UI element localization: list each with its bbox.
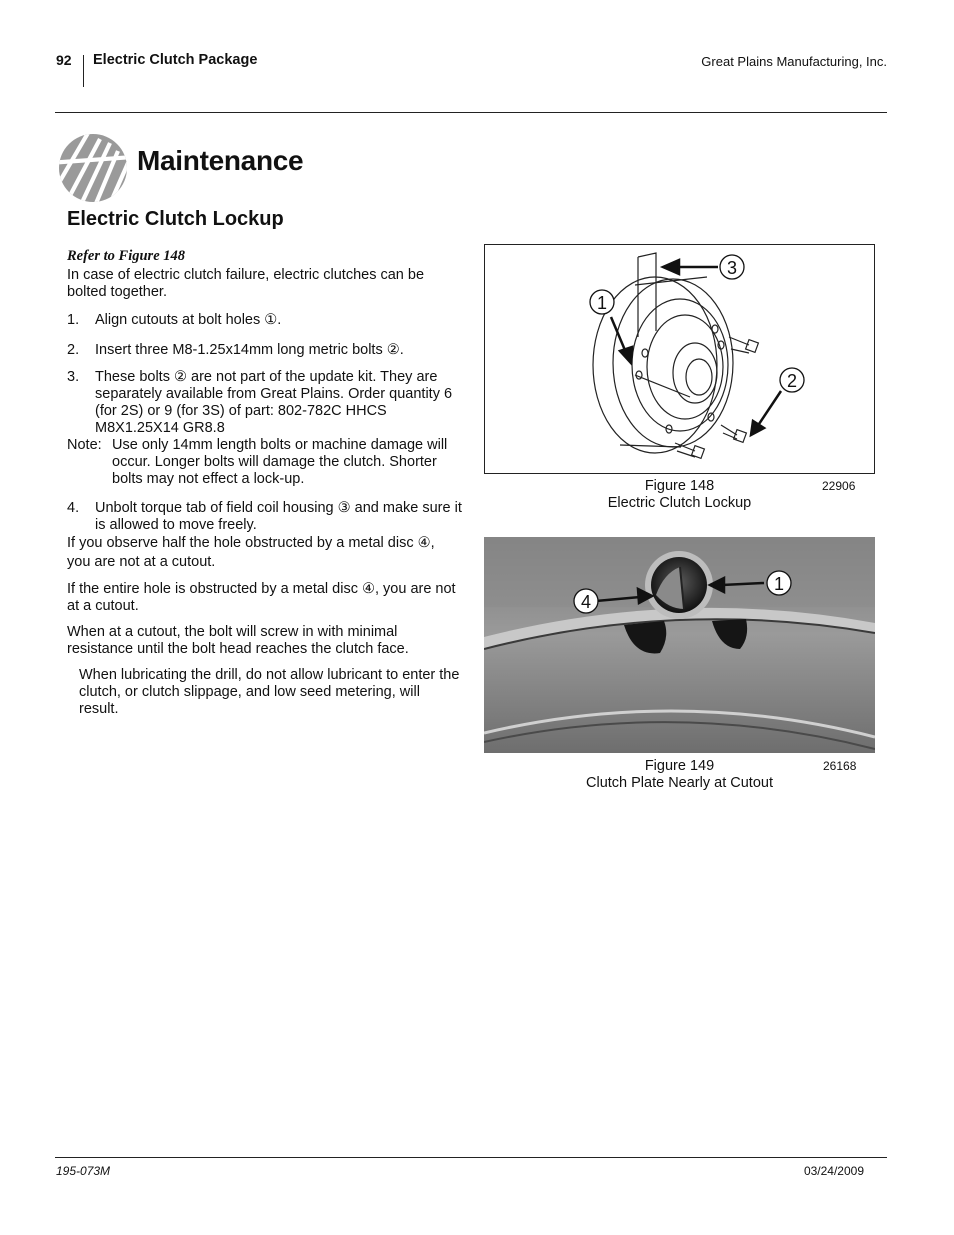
paragraph-entire-obstructed: If the entire hole is obstructed by a metal disc ④, you are not at a cutout. (67, 581, 456, 614)
callout-3: 3 (726, 258, 738, 278)
header-divider (83, 55, 84, 87)
figure-148-title: Electric Clutch Lockup (607, 495, 752, 511)
figure-149-number: Figure 149 (644, 758, 715, 774)
callout-1: 1 (773, 574, 785, 594)
intro-paragraph: In case of electric clutch failure, electric clutches can be bolted together. (67, 267, 425, 300)
figure-148-number: Figure 148 (644, 478, 715, 494)
figure-148-id: 22906 (822, 479, 856, 493)
header-section-title: Electric Clutch Package (93, 52, 258, 68)
step-text: Insert three M8-1.25x14mm long metric bolts ②. (95, 342, 404, 358)
figure-reference: Refer to Figure 148 (67, 248, 186, 264)
figure-148-image (484, 244, 875, 474)
section-heading: Electric Clutch Lockup (67, 208, 284, 230)
footer-rule (55, 1157, 887, 1158)
note-text: Use only 14mm length bolts or machine damage will occur. Longer bolts will damage the clutch. Shorter bolts may not effect a lock-up. (112, 437, 448, 487)
great-plains-logo-icon (58, 133, 128, 203)
footer-doc-number: 195-073M (56, 1164, 111, 1178)
callout-2: 2 (786, 371, 798, 391)
figure-148-caption (484, 478, 875, 512)
step-1 (67, 312, 462, 329)
step-2 (67, 342, 462, 359)
note (67, 437, 462, 488)
figure-149-title: Clutch Plate Nearly at Cutout (586, 775, 773, 791)
footer-date: 03/24/2009 (803, 1164, 864, 1178)
page-title: Maintenance (137, 145, 304, 176)
header-company: Great Plains Manufacturing, Inc. (701, 54, 887, 69)
paragraph-lubrication: When lubricating the drill, do not allow lubricant to enter the clutch, or clutch slippage, and low seed metering, will result. (79, 667, 460, 717)
callout-1: 1 (596, 293, 608, 313)
step-text: Unbolt torque tab of field coil housing ③ and make sure it is allowed to move freely. (95, 500, 462, 533)
figure-149-photo (484, 537, 875, 753)
paragraph-half-obstructed: If you observe half the hole obstructed by a metal disc ④, you are not at a cutout. (67, 535, 435, 570)
step-text: Align cutouts at bolt holes ①. (95, 312, 282, 328)
step-text: These bolts ② are not part of the update kit. They are separately available from Great Plains. Order quantity 6 (for 2S) or 9 (for 3S) of part: 802-782C HHCS M8X1.25X14 GR8.8 (95, 369, 453, 436)
step-number: 2. (67, 342, 80, 358)
step-number: 1. (67, 312, 80, 328)
step-3 (67, 369, 462, 437)
step-4 (67, 500, 462, 534)
header-rule (55, 112, 887, 113)
paragraph-at-cutout: When at a cutout, the bolt will screw in with minimal resistance until the bolt head reaches the clutch face. (67, 624, 409, 657)
callout-4: 4 (580, 592, 592, 612)
step-number: 3. (67, 369, 80, 385)
clutch-drawing (485, 245, 874, 473)
clutch-plate-photo (484, 537, 875, 753)
figure-149-caption (484, 758, 875, 792)
page-number: 92 (56, 52, 72, 68)
figure-149-id: 26168 (823, 759, 857, 773)
note-label: Note: (67, 437, 102, 453)
step-number: 4. (67, 500, 80, 516)
